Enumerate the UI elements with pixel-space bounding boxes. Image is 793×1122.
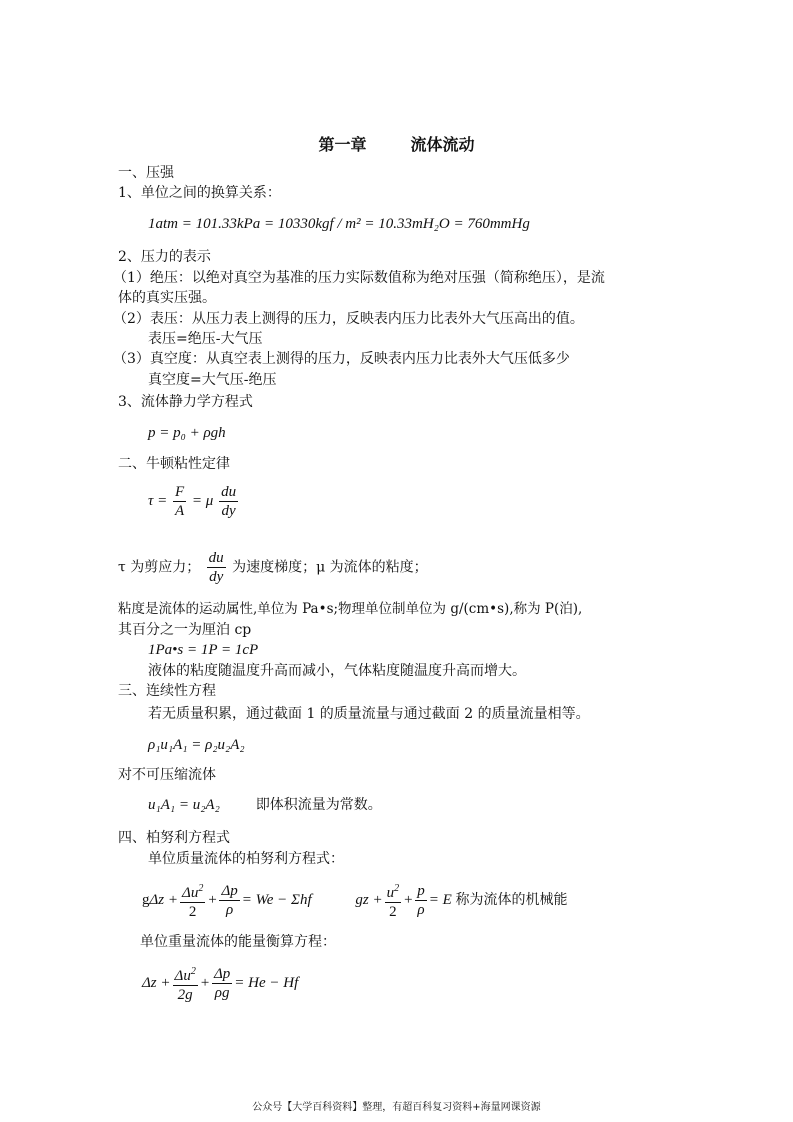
formula-part: = μ	[191, 492, 214, 509]
section-heading: 一、压强	[118, 165, 174, 181]
paragraph: 单位重量流体的能量衡算方程：	[140, 934, 336, 950]
text: 即体积流量为常数。	[255, 797, 382, 813]
formula-units: 1atm = 101.33kPa = 10330kgf / m² = 10.33mH₂O = 760mmHg	[148, 216, 530, 232]
formula-viscosity: 1Pa•s = 1P = 1cP	[148, 642, 259, 658]
text: τ 为剪应力；	[118, 559, 201, 576]
text: μ 为流体的粘度；	[316, 559, 428, 576]
formula: u₁A₁ = u₂A₂	[148, 797, 220, 813]
text: 为速度梯度；	[232, 559, 317, 576]
page-title	[0, 132, 793, 155]
formula-hydrostatic: p = p₀ + ρgh	[148, 425, 226, 441]
denominator: dy	[221, 503, 236, 519]
formula-continuity: ρ₁u₁A₁ = ρ₂u₂A₂	[148, 737, 245, 753]
paragraph: （1）绝压：以绝对真空为基准的压力实际数值称为绝对压强（简称绝压），是流	[113, 270, 605, 286]
formula-bernoulli-mass: gΔz + $\frac{\Delta u^2}{2}$ + $\frac{\Delta p}{\rho}$ = We − Σhf gz + $\frac{u^2}{2}$ + $\frac{p}{\rho}$ = E 称为流体的机械能	[142, 880, 568, 921]
formula-line	[148, 796, 382, 814]
paragraph: 体的真实压强。	[118, 290, 216, 306]
chapter-name: 流体流动	[410, 135, 475, 154]
formula-bernoulli-weight: Δz + $\frac{\Delta u^2}{2g}$ + $\frac{\Delta p}{\rho g}$ = He − Hf	[142, 963, 298, 1004]
formula-newton	[148, 483, 240, 520]
subheading: 2、压力的表示	[118, 249, 211, 265]
denominator: dy	[209, 569, 224, 585]
footer-note: 公众号【大学百科资料】整理，有超百科复习资料+海量网课资源	[252, 1102, 541, 1113]
paragraph: （3）真空度：从真空表上测得的压力，反映表内压力比表外大气压低多少	[113, 351, 570, 367]
paragraph: 表压=绝压-大气压	[148, 331, 263, 347]
paragraph: 对不可压缩流体	[118, 767, 216, 783]
section-heading: 二、牛顿粘性定律	[118, 456, 230, 472]
paragraph: 其百分之一为厘泊 cp	[118, 622, 252, 638]
paragraph: （2）表压：从压力表上测得的压力，反映表内压力比表外大气压高出的值。	[113, 311, 584, 327]
denominator: A	[175, 503, 185, 519]
chapter-number: 第一章	[318, 135, 367, 154]
paragraph: 单位质量流体的柏努利方程式：	[148, 851, 344, 867]
paragraph: 液体的粘度随温度升高而减小，气体粘度随温度升高而增大。	[148, 663, 526, 679]
subheading: 1、单位之间的换算关系：	[118, 185, 281, 201]
formula-part: τ =	[148, 492, 168, 509]
section-heading: 四、柏努利方程式	[118, 830, 230, 846]
text: 称为流体的机械能	[455, 892, 568, 908]
numerator: F	[175, 484, 185, 500]
paragraph: 真空度=大气压-绝压	[148, 372, 277, 388]
paragraph: 若无质量积累，通过截面 1 的质量流量与通过截面 2 的质量流量相等。	[148, 706, 590, 722]
numerator: du	[208, 550, 224, 566]
section-heading: 三、连续性方程	[118, 683, 216, 699]
numerator: du	[221, 484, 237, 500]
paragraph: 粘度是流体的运动属性,单位为 Pa•s;物理单位制单位为 g/(cm•s),称为 P(泊),	[118, 601, 583, 617]
subheading: 3、流体静力学方程式	[118, 394, 253, 410]
definition-line	[118, 549, 428, 586]
